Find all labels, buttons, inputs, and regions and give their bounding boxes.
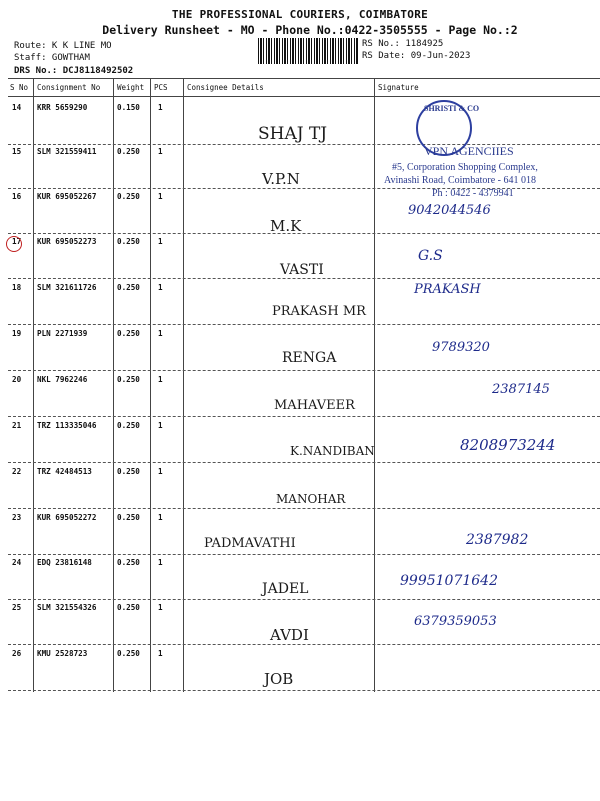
row-consignment-number: SLM 321611726 — [37, 283, 97, 292]
staff-label: Staff: GOWTHAM — [14, 53, 90, 63]
row-signature-handwritten: 9789320 — [432, 340, 490, 355]
table-row — [0, 100, 600, 146]
row-consignment-number: SLM 321554326 — [37, 603, 97, 612]
table-row — [0, 418, 600, 464]
row-serial-number: 22 — [12, 467, 22, 476]
company-title: THE PROFESSIONAL COURIERS, COIMBATORE — [171, 8, 429, 21]
row-separator — [8, 462, 600, 463]
row-separator — [8, 690, 600, 691]
row-signature-handwritten: 99951071642 — [400, 573, 498, 589]
row-consignee-handwritten: MAHAVEER — [274, 398, 355, 413]
row-consignment-number: SLM 321559411 — [37, 147, 97, 156]
table-row — [0, 464, 600, 510]
row-separator — [8, 644, 600, 645]
row-pieces: 1 — [158, 283, 163, 292]
row-weight: 0.250 — [117, 513, 140, 522]
row-consignee-handwritten: V.P.N — [262, 170, 300, 188]
row-consignment-number: KUR 695052267 — [37, 192, 97, 201]
row-pieces: 1 — [158, 147, 163, 156]
table-row — [0, 646, 600, 692]
row-pieces: 1 — [158, 513, 163, 522]
row-consignee-handwritten: M.K — [270, 217, 302, 235]
row-consignee-handwritten: PRAKASH MR — [272, 304, 366, 319]
table-header-border — [8, 96, 600, 97]
row-pieces: 1 — [158, 558, 163, 567]
barcode — [258, 38, 358, 64]
row-consignment-number: KRR 5659290 — [37, 103, 88, 112]
row-weight: 0.250 — [117, 375, 140, 384]
row-pieces: 1 — [158, 375, 163, 384]
row-signature-handwritten: 8208973244 — [460, 436, 556, 454]
stamp-address-line2: Avinashi Road, Coimbatore - 641 018 — [384, 175, 537, 186]
row-separator — [8, 416, 600, 417]
row-pieces: 1 — [158, 103, 163, 112]
row-weight: 0.250 — [117, 603, 140, 612]
row-signature-handwritten: 6379359053 — [414, 614, 497, 629]
row-consignee-handwritten: AVDI — [270, 626, 309, 644]
table-row — [0, 280, 600, 326]
row-consignee-handwritten: PADMAVATHI — [204, 536, 296, 551]
col-header-pcs: PCS — [154, 83, 168, 92]
row-consignee-handwritten: JADEL — [262, 581, 309, 597]
row-pieces: 1 — [158, 603, 163, 612]
table-row — [0, 234, 600, 280]
row-consignee-handwritten: RENGA — [282, 350, 337, 366]
row-serial-number: 17 — [12, 237, 22, 246]
row-weight: 0.250 — [117, 237, 140, 246]
row-weight: 0.250 — [117, 192, 140, 201]
row-consignee-handwritten: VASTI — [280, 262, 324, 278]
row-serial-number: 26 — [12, 649, 22, 658]
stamp-agency-name: VPN AGENCIIES — [424, 144, 514, 158]
table-row — [0, 600, 600, 646]
row-serial-number: 15 — [12, 147, 22, 156]
row-consignment-number: KUR 695052273 — [37, 237, 97, 246]
row-consignment-number: NKL 7962246 — [37, 375, 88, 384]
row-weight: 0.250 — [117, 467, 140, 476]
row-consignment-number: PLN 2271939 — [37, 329, 88, 338]
stamp-phone: Ph : 0422 - 4379941 — [432, 188, 514, 199]
col-header-consignment: Consignment No — [37, 83, 101, 92]
row-separator — [8, 508, 600, 509]
col-header-sno: S No — [10, 83, 29, 92]
table-row — [0, 372, 600, 418]
row-serial-number: 20 — [12, 375, 22, 384]
row-signature-handwritten: 9042044546 — [408, 203, 491, 218]
row-serial-number: 21 — [12, 421, 22, 430]
row-consignee-handwritten: JOB — [264, 670, 294, 688]
row-serial-number: 19 — [12, 329, 22, 338]
row-pieces: 1 — [158, 467, 163, 476]
row-serial-number: 14 — [12, 103, 22, 112]
row-pieces: 1 — [158, 192, 163, 201]
row-consignee-handwritten: K.NANDIBAN — [290, 444, 375, 458]
row-signature-handwritten: G.S — [418, 248, 443, 264]
row-consignment-number: EDQ 23816148 — [37, 558, 92, 567]
rs-date: RS Date: 09-Jun-2023 — [362, 51, 471, 61]
row-weight: 0.250 — [117, 649, 140, 658]
row-serial-number: 23 — [12, 513, 22, 522]
runsheet-subtitle: Delivery Runsheet - MO - Phone No.:0422-3505555 - Page No.:2 — [102, 23, 518, 37]
row-separator — [8, 370, 600, 371]
row-serial-number: 25 — [12, 603, 22, 612]
row-weight: 0.150 — [117, 103, 140, 112]
col-header-signature: Signature — [378, 83, 419, 92]
row-consignee-handwritten: MANOHAR — [276, 492, 346, 506]
row-consignment-number: TRZ 113335046 — [37, 421, 97, 430]
col-header-weight: Weight — [117, 83, 145, 92]
row-pieces: 1 — [158, 237, 163, 246]
drs-number: DRS No.: DCJ8118492502 — [14, 66, 134, 76]
row-signature-handwritten: 2387982 — [466, 532, 529, 548]
row-weight: 0.250 — [117, 558, 140, 567]
row-weight: 0.250 — [117, 421, 140, 430]
row-serial-number: 18 — [12, 283, 22, 292]
table-row — [0, 510, 600, 556]
row-pieces: 1 — [158, 329, 163, 338]
col-header-consignee: Consignee Details — [187, 83, 264, 92]
table-row — [0, 555, 600, 601]
rs-number: RS No.: 1184925 — [362, 39, 444, 49]
row-signature-handwritten: PRAKASH — [414, 282, 481, 297]
row-consignee-handwritten: SHAJ TJ — [258, 124, 328, 144]
row-consignment-number: KMU 2528723 — [37, 649, 88, 658]
row-17-red-circle-mark — [6, 236, 22, 252]
row-signature-handwritten: 2387145 — [492, 382, 550, 397]
row-pieces: 1 — [158, 649, 163, 658]
row-consignment-number: KUR 695052272 — [37, 513, 97, 522]
row-weight: 0.250 — [117, 283, 140, 292]
row-separator — [8, 324, 600, 325]
row-weight: 0.250 — [117, 329, 140, 338]
row-separator — [8, 278, 600, 279]
stamp-address-line1: #5, Corporation Shopping Complex, — [392, 162, 538, 173]
table-top-border — [8, 78, 600, 79]
row-serial-number: 16 — [12, 192, 22, 201]
row-consignment-number: TRZ 42484513 — [37, 467, 92, 476]
row-weight: 0.250 — [117, 147, 140, 156]
row-serial-number: 24 — [12, 558, 22, 567]
table-row — [0, 326, 600, 372]
row-pieces: 1 — [158, 421, 163, 430]
stamp-ring-text: SHRISTI & CO — [424, 104, 480, 113]
route-label: Route: K K LINE MO — [14, 41, 112, 51]
